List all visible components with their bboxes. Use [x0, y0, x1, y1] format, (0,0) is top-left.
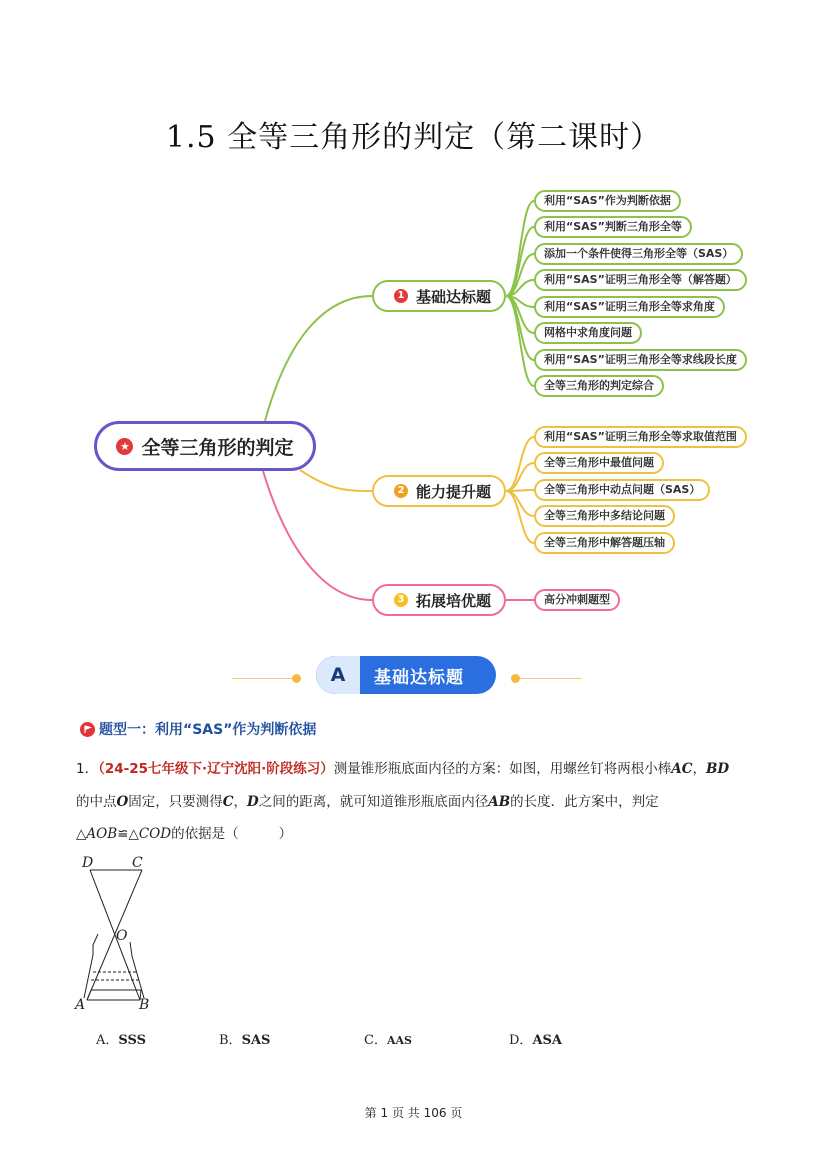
question-type-heading	[80, 719, 316, 739]
mindmap-root-label: 全等三角形的判定	[141, 436, 294, 459]
text-span: ≌△	[117, 826, 139, 842]
label-D: D	[82, 855, 94, 871]
math-D: D	[247, 794, 259, 810]
question-number: 1．	[76, 761, 99, 777]
mindmap-leaf: 全等三角形中最值问题	[534, 452, 664, 474]
page-footer	[0, 1104, 827, 1121]
mindmap-leaf: 添加一个条件使得三角形全等（SAS）	[534, 243, 743, 265]
mindmap-leaf: 利用“SAS”证明三角形全等（解答题）	[534, 269, 747, 291]
question-line-2	[76, 790, 659, 810]
option-text: ASA	[532, 1033, 562, 1048]
option-letter: B．	[219, 1033, 242, 1048]
footer-text: 页	[450, 1106, 463, 1120]
question-line-3	[76, 822, 292, 842]
question-source: （24-25七年级下·辽宁沈阳·阶段练习）	[98, 761, 334, 777]
number-1-icon: 1	[394, 289, 408, 303]
text-span: ，	[692, 761, 707, 777]
text-span: 的依据是（	[171, 826, 239, 842]
option-letter: D．	[509, 1033, 533, 1048]
mindmap-leaf: 利用“SAS”判断三角形全等	[534, 216, 692, 238]
option-text: SSS	[118, 1033, 146, 1048]
label-A: A	[75, 997, 86, 1013]
text-span: ，	[233, 794, 248, 810]
number-3-icon: 3	[394, 593, 408, 607]
section-title: 基础达标题	[374, 667, 464, 688]
flag-icon	[80, 722, 95, 737]
math-C: C	[222, 794, 234, 810]
mindmap-leaf: 利用“SAS”作为判断依据	[534, 190, 681, 212]
page-title: 1.5 全等三角形的判定（第二课时）	[165, 120, 662, 155]
branch-label: 拓展培优题	[416, 591, 492, 610]
flask-figure	[72, 852, 172, 1017]
branch-label: 基础达标题	[416, 287, 492, 306]
text-span: ）	[278, 826, 293, 842]
branch-extension	[372, 584, 506, 616]
math-COD: COD	[138, 826, 172, 842]
mindmap-leaf: 网格中求角度问题	[534, 322, 642, 344]
dot-icon	[292, 674, 301, 683]
option-a[interactable]	[96, 1029, 146, 1048]
footer-text: 页 共	[391, 1106, 420, 1120]
mindmap-root	[94, 421, 316, 471]
text-span: 的中点	[76, 794, 117, 810]
question-line-1	[76, 757, 729, 777]
mindmap-leaf: 高分冲刺题型	[534, 589, 620, 611]
footer-text: 第	[364, 1106, 377, 1120]
page-number: 1	[380, 1106, 389, 1120]
option-letter: A．	[96, 1033, 119, 1048]
label-B: B	[139, 997, 150, 1013]
branch-label: 能力提升题	[416, 482, 492, 501]
section-letter: A	[316, 656, 360, 694]
mindmap-leaf: 全等三角形中解答题压轴	[534, 532, 675, 554]
text-span: △	[76, 826, 87, 842]
math-O: O	[116, 794, 129, 810]
label-C: C	[132, 855, 143, 871]
option-text: AAS	[386, 1034, 412, 1047]
mindmap-leaf: 全等三角形中动点问题（SAS）	[534, 479, 710, 501]
option-d[interactable]	[509, 1029, 562, 1048]
question-type-label: 题型一：利用“SAS”作为判断依据	[99, 722, 317, 738]
star-icon: ★	[116, 438, 133, 455]
option-b[interactable]	[219, 1029, 270, 1048]
text-span: 测量锥形瓶底面内径的方案：如图，用螺丝钉将两根小棒	[333, 761, 672, 777]
option-text: SAS	[241, 1033, 271, 1048]
mindmap-leaf: 利用“SAS”证明三角形全等求角度	[534, 296, 725, 318]
dot-icon	[511, 674, 520, 683]
text-span: 的长度．此方案中，判定	[510, 794, 659, 810]
text-span: 之间的距离，就可知道锥形瓶底面内径	[258, 794, 489, 810]
number-2-icon: 2	[394, 484, 408, 498]
divider	[516, 678, 582, 679]
section-banner	[316, 656, 496, 694]
option-letter: C．	[364, 1033, 387, 1048]
mindmap-leaf: 全等三角形中多结论问题	[534, 505, 675, 527]
math-AC: AC	[671, 761, 693, 777]
branch-advanced	[372, 475, 506, 507]
mindmap-leaf: 全等三角形的判定综合	[534, 375, 664, 397]
text-span: 固定，只要测得	[128, 794, 223, 810]
mindmap-leaf: 利用“SAS”证明三角形全等求线段长度	[534, 349, 747, 371]
math-BD: BD	[706, 761, 730, 777]
label-O: O	[116, 928, 128, 944]
divider	[232, 678, 298, 679]
option-c[interactable]	[364, 1029, 412, 1048]
math-AOB: AOB	[86, 826, 118, 842]
branch-basic	[372, 280, 506, 312]
math-AB: AB	[488, 794, 511, 810]
mindmap-leaf: 利用“SAS”证明三角形全等求取值范围	[534, 426, 747, 448]
total-pages: 106	[423, 1106, 447, 1120]
